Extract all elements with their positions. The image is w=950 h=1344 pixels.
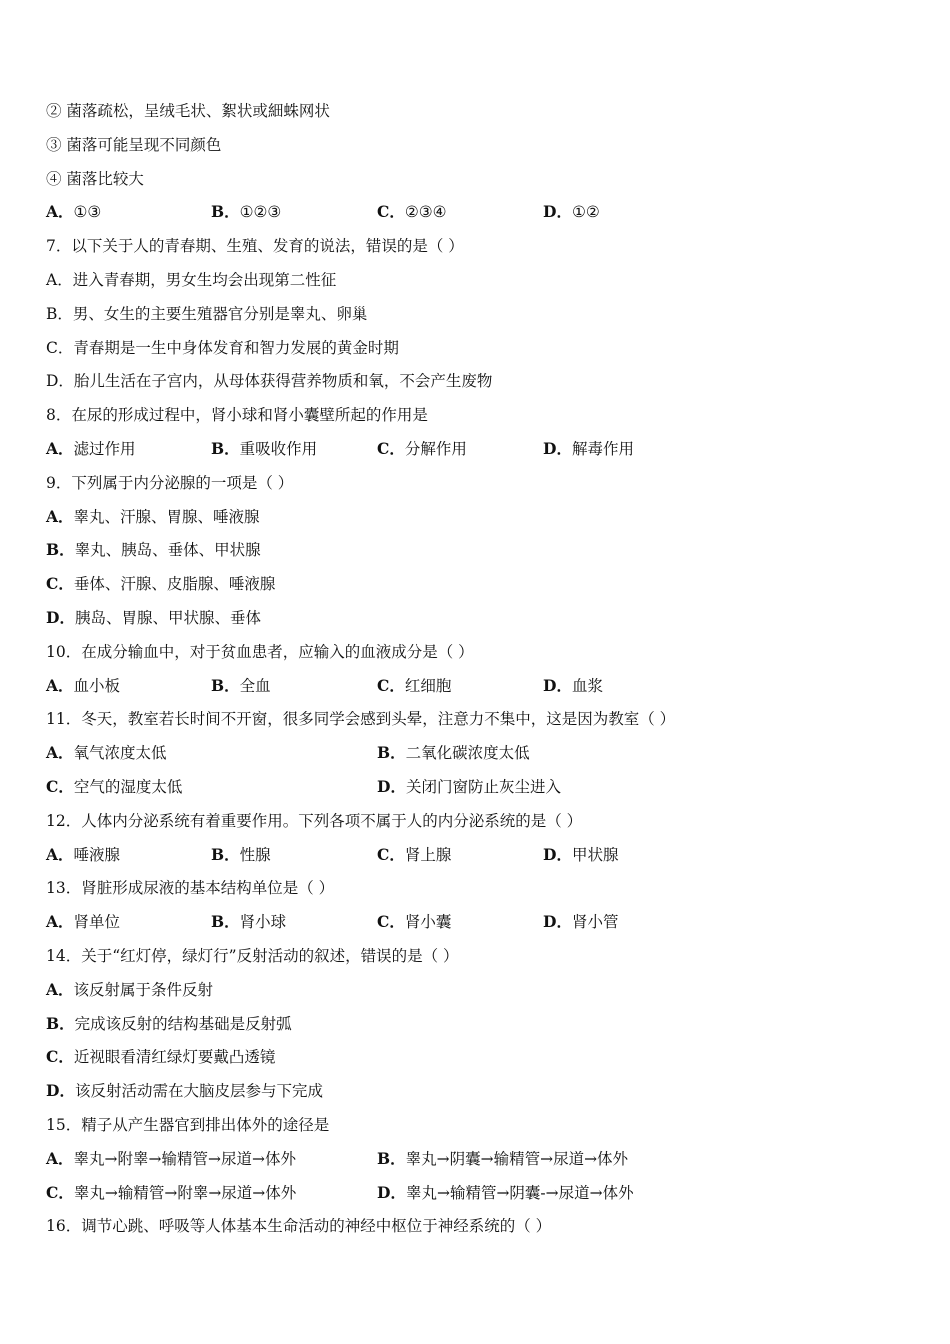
option-letter: D． — [377, 1182, 406, 1202]
option-text: 解毒作用 — [571, 440, 634, 458]
option-letter: A． — [46, 979, 74, 999]
text-line: B．男、女生的主要生殖器官分别是睾丸、卵巢 — [46, 304, 368, 323]
question-stem: 12．人体内分泌系统有着重要作用。下列各项不属于人的内分泌系统的是（ ） — [46, 811, 583, 830]
option-d — [377, 777, 561, 797]
option-b — [211, 845, 271, 865]
option-letter: B． — [377, 743, 406, 763]
option-c — [46, 777, 182, 797]
option-letter: B． — [211, 439, 240, 458]
option-c — [377, 676, 451, 696]
option-b — [211, 202, 281, 222]
option-text: 关闭门窗防止灰尘进入 — [405, 778, 561, 796]
option-a — [46, 845, 120, 865]
option-letter: C． — [377, 912, 405, 932]
option-text: 全血 — [239, 676, 271, 695]
option-text: ①③ — [73, 203, 102, 222]
option-text: 肾单位 — [73, 913, 121, 932]
option-text: 近视眼看清红绿灯要戴凸透镜 — [73, 1048, 276, 1067]
option-b — [377, 743, 530, 763]
option-d — [543, 202, 600, 222]
question-stem: 15．精子从产生器官到排出体外的途径是 — [46, 1116, 330, 1134]
option-text: 睾丸→输精管→阴囊-→尿道→体外 — [405, 1183, 634, 1202]
option-letter: D． — [46, 1081, 75, 1101]
option-text: ②③④ — [404, 203, 447, 222]
option-letter: A． — [46, 506, 74, 526]
question-stem: 8．在尿的形成过程中，肾小球和肾小囊壁所起的作用是 — [46, 406, 428, 425]
option-b — [46, 1014, 292, 1034]
option-text: 肾上腺 — [404, 845, 452, 864]
option-letter: D． — [543, 912, 572, 932]
option-letter: C． — [377, 439, 405, 458]
option-text: 甲状腺 — [571, 845, 619, 864]
option-a — [46, 676, 120, 696]
option-text: 性腺 — [239, 845, 271, 864]
option-letter: D． — [543, 202, 572, 222]
option-text: 滤过作用 — [73, 440, 136, 458]
option-letter: D． — [543, 844, 572, 864]
option-letter: D． — [543, 439, 572, 458]
option-d — [46, 1081, 323, 1101]
option-c — [46, 574, 275, 594]
option-letter: B． — [377, 1148, 406, 1168]
question-stem: 11．冬天，教室若长时间不开窗，很多同学会感到头晕，注意力不集中，这是因为教室（ ） — [46, 710, 676, 729]
text-line: C．青春期是一生中身体发育和智力发展的黄金时期 — [46, 338, 399, 357]
option-b — [211, 676, 271, 696]
option-c — [377, 912, 451, 932]
option-text: 二氧化碳浓度太低 — [405, 744, 530, 763]
text-line: A．进入青春期，男女生均会出现第二性征 — [46, 271, 337, 289]
option-letter: A． — [46, 675, 74, 695]
option-text: 肾小囊 — [404, 913, 452, 932]
option-letter: B． — [211, 202, 240, 222]
option-c — [377, 845, 451, 865]
question-stem: 16．调节心跳、呼吸等人体基本生命活动的神经中枢位于神经系统的（ ） — [46, 1217, 552, 1236]
option-text: 唾液腺 — [73, 845, 121, 864]
option-d — [543, 845, 618, 865]
text-line: ② 菌落疏松，呈绒毛状、絮状或細蛛网状 — [46, 102, 330, 120]
option-text: 睾丸→附睾→输精管→尿道→体外 — [73, 1149, 296, 1168]
option-letter: C． — [377, 202, 405, 222]
option-text: 血浆 — [571, 676, 603, 695]
option-letter: C． — [46, 574, 74, 594]
option-d — [543, 439, 634, 459]
question-stem: 14．关于“红灯停，绿灯行”反射活动的叙述，错误的是（ ） — [46, 947, 459, 965]
option-text: 血小板 — [73, 676, 121, 695]
option-c — [46, 1047, 275, 1067]
option-text: 该反射活动需在大脑皮层参与下完成 — [74, 1082, 323, 1101]
option-b — [377, 1149, 628, 1169]
option-text: 该反射属于条件反射 — [73, 980, 214, 999]
text-line: D．胎儿生活在子宫内，从母体获得营养物质和氧，不会产生废物 — [46, 372, 493, 391]
option-letter: A． — [46, 743, 74, 763]
option-letter: B． — [211, 844, 240, 864]
option-text: 肾小球 — [239, 913, 287, 932]
option-text: 红细胞 — [404, 676, 452, 695]
option-letter: B． — [211, 912, 240, 932]
question-stem: 7．以下关于人的青春期、生殖、发育的说法，错误的是（ ） — [46, 237, 464, 256]
option-text: ①② — [571, 203, 600, 222]
option-a — [46, 439, 136, 459]
option-letter: B． — [46, 1013, 75, 1033]
option-letter: A． — [46, 1148, 74, 1168]
option-text: 胰岛、胃腺、甲状腺、垂体 — [74, 609, 261, 627]
question-stem: 10．在成分输血中，对于贫血患者，应输入的血液成分是（ ） — [46, 642, 474, 661]
option-a — [46, 912, 120, 932]
option-d — [46, 608, 261, 628]
text-line: ④ 菌落比较大 — [46, 169, 144, 188]
option-d — [377, 1183, 634, 1203]
option-c — [377, 439, 467, 459]
option-text: 氧气浓度太低 — [73, 744, 167, 763]
question-stem: 13．肾脏形成尿液的基本结构单位是（ ） — [46, 879, 335, 898]
option-text: 重吸收作用 — [239, 440, 318, 458]
option-b — [211, 439, 317, 459]
option-b — [211, 912, 286, 932]
option-c — [377, 202, 447, 222]
option-letter: A． — [46, 912, 74, 932]
option-text: ①②③ — [239, 203, 282, 222]
option-text: 分解作用 — [404, 440, 467, 458]
option-d — [543, 912, 618, 932]
option-text: 空气的湿度太低 — [73, 778, 183, 796]
option-a — [46, 1149, 296, 1169]
option-text: 完成该反射的结构基础是反射弧 — [74, 1014, 292, 1033]
option-text: 垂体、汗腺、皮脂腺、唾液腺 — [73, 575, 276, 594]
option-letter: C． — [46, 777, 74, 796]
option-letter: B． — [46, 540, 75, 560]
option-text: 睾丸、胰岛、垂体、甲状腺 — [74, 541, 261, 560]
option-a — [46, 743, 167, 763]
option-letter: C． — [46, 1182, 74, 1202]
option-letter: D． — [543, 675, 572, 695]
option-letter: D． — [377, 777, 406, 796]
option-text: 睾丸、汗腺、胃腺、唾液腺 — [73, 507, 260, 526]
option-c — [46, 1183, 296, 1203]
option-letter: D． — [46, 608, 75, 627]
option-b — [46, 540, 261, 560]
option-text: 肾小管 — [571, 913, 619, 932]
option-letter: C． — [46, 1047, 74, 1067]
option-letter: C． — [377, 675, 405, 695]
option-letter: A． — [46, 202, 74, 222]
option-letter: C． — [377, 844, 405, 864]
option-text: 睾丸→输精管→附睾→尿道→体外 — [73, 1183, 297, 1202]
question-stem: 9．下列属于内分泌腺的一项是（ ） — [46, 473, 294, 492]
option-letter: A． — [46, 844, 74, 864]
text-line: ③ 菌落可能呈现不同颜色 — [46, 135, 222, 154]
option-d — [543, 676, 603, 696]
option-letter: A． — [46, 439, 74, 458]
option-text: 睾丸→阴囊→输精管→尿道→体外 — [405, 1149, 629, 1168]
option-a — [46, 507, 260, 527]
option-letter: B． — [211, 675, 240, 695]
option-a — [46, 202, 101, 222]
option-a — [46, 980, 213, 1000]
